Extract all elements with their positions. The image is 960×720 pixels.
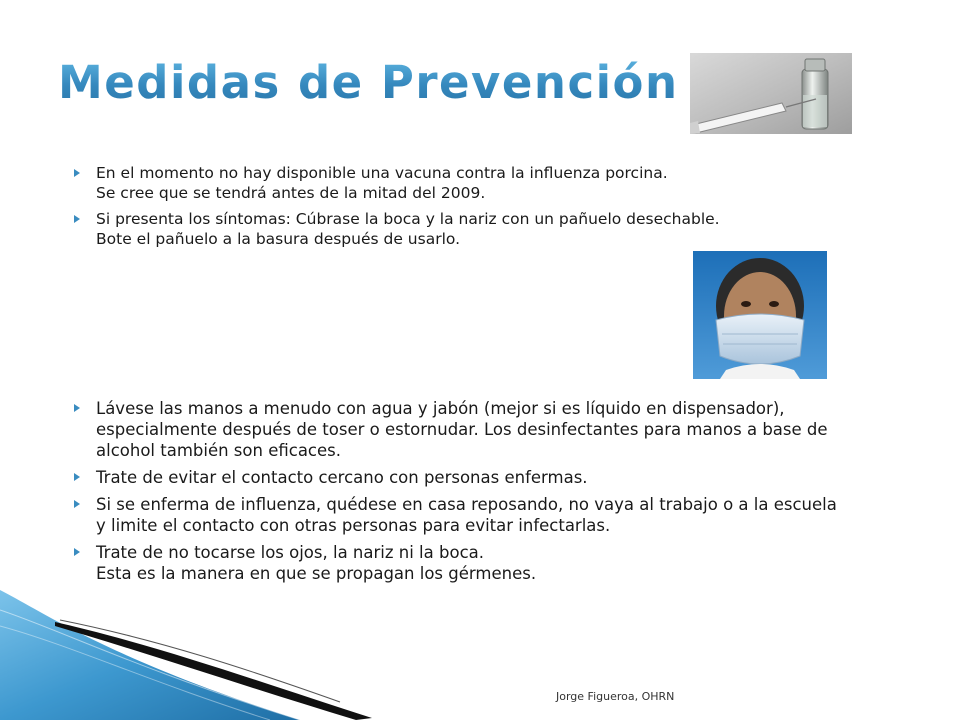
face-mask-woman-photo bbox=[690, 248, 830, 382]
corner-decoration bbox=[0, 590, 380, 720]
bullet-arrow-icon bbox=[74, 169, 80, 177]
bullet-handwashing: Lávese las manos a menudo con agua y jabón (mejor si es líquido en dispensador), especialmente después de toser o estornudar. Los desinfectantes para manos a base de alcohol también son eficaces. bbox=[74, 398, 914, 461]
bullet-symptoms: Si presenta los síntomas: Cúbrase la boca y la nariz con un pañuelo desechable. Bote el pañuelo a la basura después de usarlo. bbox=[74, 209, 874, 249]
bullet-avoid-contact: Trate de evitar el contacto cercano con personas enfermas. bbox=[74, 467, 914, 488]
vaccine-syringe-photo bbox=[690, 53, 852, 134]
prevention-bullets-top bbox=[74, 163, 874, 255]
slide-title: Medidas de Prevención bbox=[58, 56, 679, 109]
bullet-arrow-icon bbox=[74, 215, 80, 223]
bullet-dont-touch-face: Trate de no tocarse los ojos, la nariz ni la boca. Esta es la manera en que se propagan los gérmenes. bbox=[74, 542, 914, 584]
bullet-arrow-icon bbox=[74, 548, 80, 556]
bullet-arrow-icon bbox=[74, 473, 80, 481]
bullet-arrow-icon bbox=[74, 500, 80, 508]
slide-footer-author: Jorge Figueroa, OHRN bbox=[556, 690, 675, 703]
bullet-stay-home: Si se enferma de influenza, quédese en casa reposando, no vaya al trabajo o a la escuela y limite el contacto con otras personas para evitar infectarlas. bbox=[74, 494, 914, 536]
bullet-vaccine: En el momento no hay disponible una vacuna contra la influenza porcina. Se cree que se tendrá antes de la mitad del 2009. bbox=[74, 163, 874, 203]
bullet-arrow-icon bbox=[74, 404, 80, 412]
prevention-bullets-bottom bbox=[74, 398, 914, 590]
